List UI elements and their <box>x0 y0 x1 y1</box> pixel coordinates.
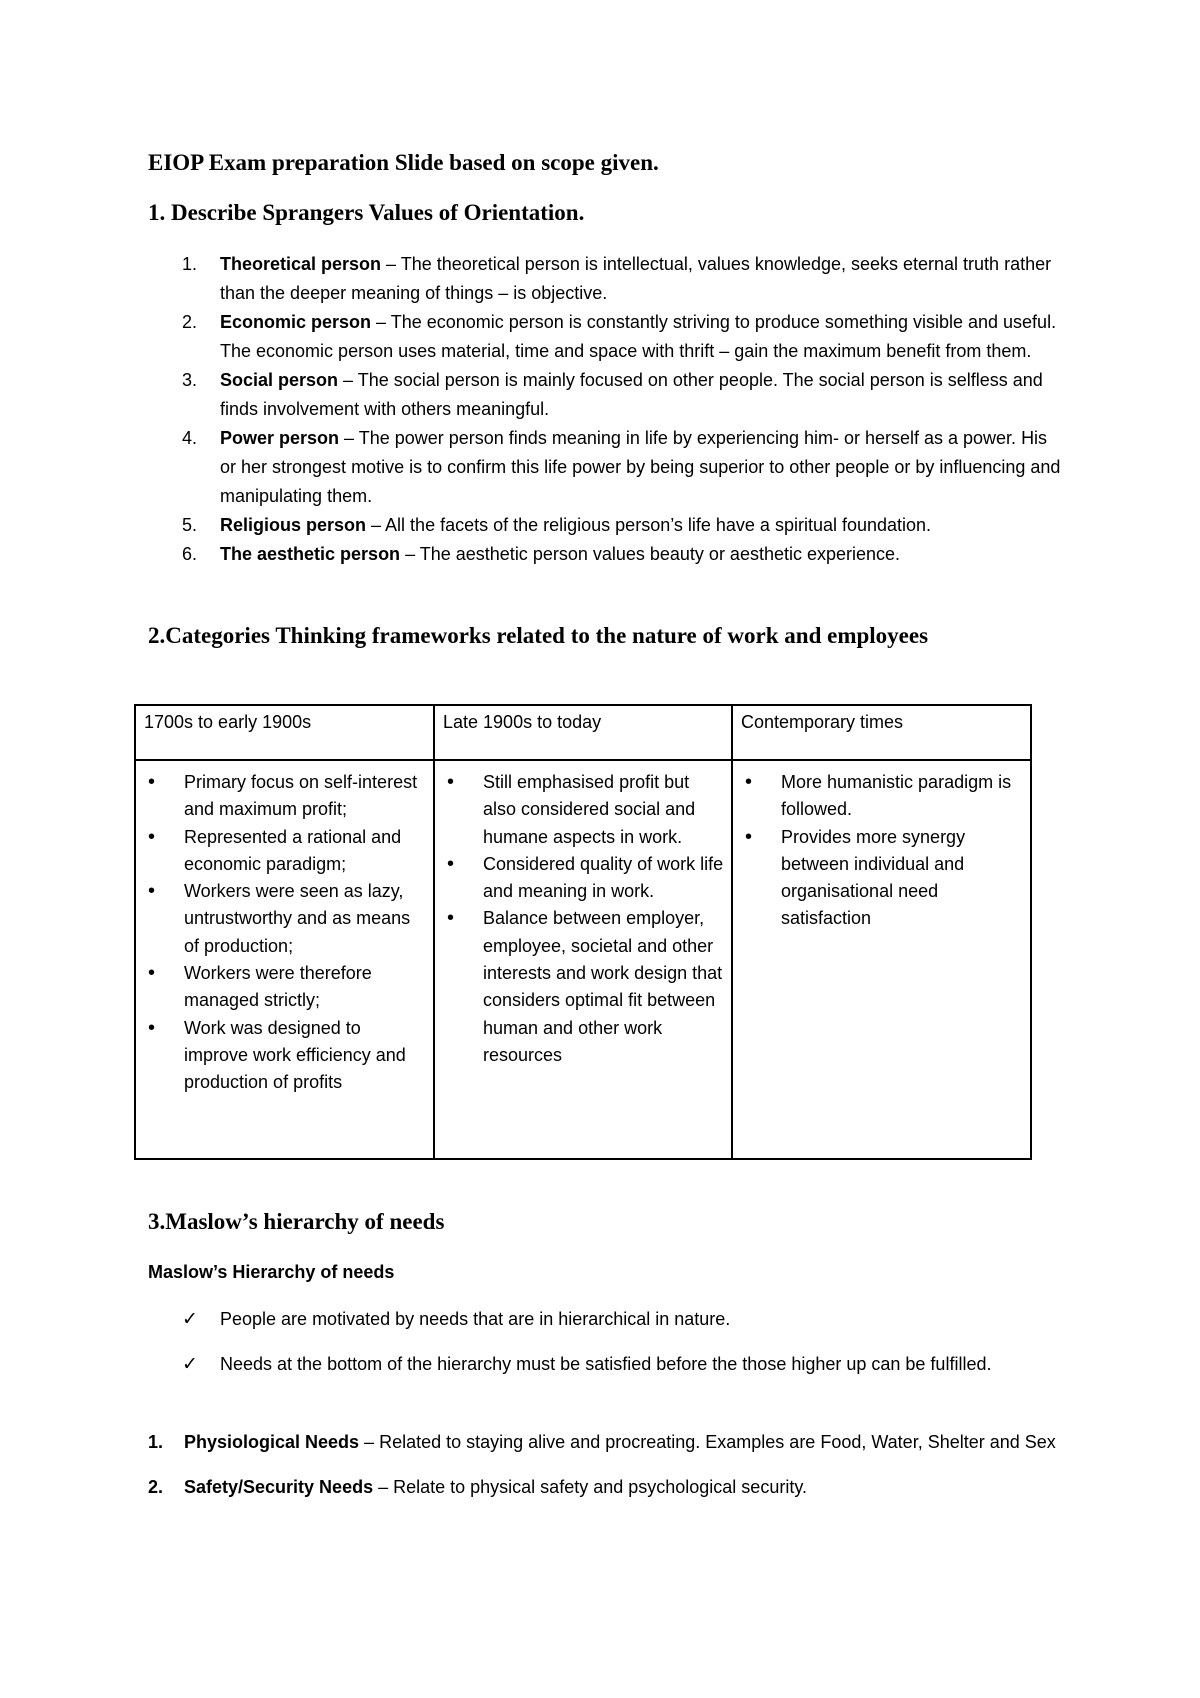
bullet-list <box>741 769 1026 933</box>
item-text: – The theoretical person is intellectual, values knowledge, seeks eternal truth rather than the deeper meaning of things – is objective. <box>220 254 1052 303</box>
column-header: Contemporary times <box>732 705 1031 760</box>
table-cell <box>135 760 434 1159</box>
column-header: Late 1900s to today <box>434 705 732 760</box>
item-text: – Relate to physical safety and psychological security. <box>373 1477 807 1497</box>
list-item: • Work was designed to improve work efficiency and production of profits <box>144 1015 429 1097</box>
table-cell <box>732 760 1031 1159</box>
list-item <box>148 424 1068 511</box>
item-term: Social person <box>220 370 339 390</box>
list-item <box>148 511 1068 540</box>
item-text: – All the facets of the religious person’s life have a spiritual foundation. <box>366 515 932 535</box>
list-item <box>148 540 1068 569</box>
item-number: 1. <box>148 1432 164 1452</box>
list-item: • Represented a rational and economic paradigm; <box>144 824 429 879</box>
list-item: • Workers were seen as lazy, untrustworthy and as means of production; <box>144 878 429 960</box>
item-number: 2. <box>148 1477 164 1497</box>
item-number: 6. <box>182 544 198 564</box>
item-term: Power person <box>220 428 340 448</box>
item-number: 1. <box>182 254 198 274</box>
column-header: 1700s to early 1900s <box>135 705 434 760</box>
table-header-row <box>135 705 1031 760</box>
item-text: – The aesthetic person values beauty or aesthetic experience. <box>400 544 901 564</box>
item-text: People are motivated by needs that are in hierarchical in nature. <box>220 1309 731 1329</box>
item-term: Physiological Needs <box>184 1432 360 1452</box>
list-item <box>148 1305 1068 1334</box>
list-item: • Considered quality of work life and meaning in work. <box>443 851 727 906</box>
item-term: Theoretical person <box>220 254 382 274</box>
item-text: – The economic person is constantly striving to produce something visible and useful. The economic person uses material, time and space with thrift – gain the maximum benefit from them. <box>220 312 1057 361</box>
needs-list <box>148 1428 1068 1518</box>
frameworks-table <box>134 704 1032 1160</box>
list-item <box>148 1350 1068 1379</box>
item-term: The aesthetic person <box>220 544 401 564</box>
list-item <box>148 1473 1068 1502</box>
values-orientation-list <box>148 250 1068 569</box>
item-number: 5. <box>182 515 198 535</box>
list-item: • Workers were therefore managed strictly; <box>144 960 429 1015</box>
checkmark-icon: ✓ <box>182 1354 198 1375</box>
list-item: • Provides more synergy between individual and organisational need satisfaction <box>741 824 1026 933</box>
bullet-list <box>144 769 429 1097</box>
list-item <box>148 250 1068 308</box>
item-term: Safety/Security Needs <box>184 1477 374 1497</box>
list-item: • Balance between employer, employee, societal and other interests and work design that considers optimal fit between human and other work resources <box>443 905 727 1069</box>
section-1-heading: 1. Describe Sprangers Values of Orientation. <box>148 200 585 225</box>
table-row <box>135 760 1031 1159</box>
section-3-subheading: Maslow’s Hierarchy of needs <box>148 1262 395 1282</box>
item-number: 3. <box>182 370 198 390</box>
bullet-list <box>443 769 727 1069</box>
list-item <box>148 366 1068 424</box>
document-title: EIOP Exam preparation Slide based on scope given. <box>148 150 659 175</box>
item-term: Religious person <box>220 515 367 535</box>
list-item <box>148 1428 1068 1457</box>
section-3-heading: 3.Maslow’s hierarchy of needs <box>148 1209 445 1234</box>
section-2-heading: 2.Categories Thinking frameworks related to the nature of work and employees <box>148 623 929 648</box>
checkmark-list <box>148 1305 1068 1395</box>
item-text: – The social person is mainly focused on other people. The social person is selfless and finds involvement with others meaningful. <box>220 370 1043 419</box>
item-term: Economic person <box>220 312 372 332</box>
list-item: • Still emphasised profit but also considered social and humane aspects in work. <box>443 769 727 851</box>
list-item: • Primary focus on self-interest and maximum profit; <box>144 769 429 824</box>
item-text: – Related to staying alive and procreating. Examples are Food, Water, Shelter and Sex <box>359 1432 1056 1452</box>
checkmark-icon: ✓ <box>182 1309 198 1330</box>
list-item <box>148 308 1068 366</box>
item-text: Needs at the bottom of the hierarchy must be satisfied before the those higher up can be fulfilled. <box>220 1354 992 1374</box>
item-number: 2. <box>182 312 198 332</box>
table-cell <box>434 760 732 1159</box>
item-number: 4. <box>182 428 198 448</box>
list-item: • More humanistic paradigm is followed. <box>741 769 1026 824</box>
item-text: – The power person finds meaning in life by experiencing him- or herself as a power. His or her strongest motive is to confirm this life power by being superior to other people or by influencing and manipulating them. <box>220 428 1061 506</box>
